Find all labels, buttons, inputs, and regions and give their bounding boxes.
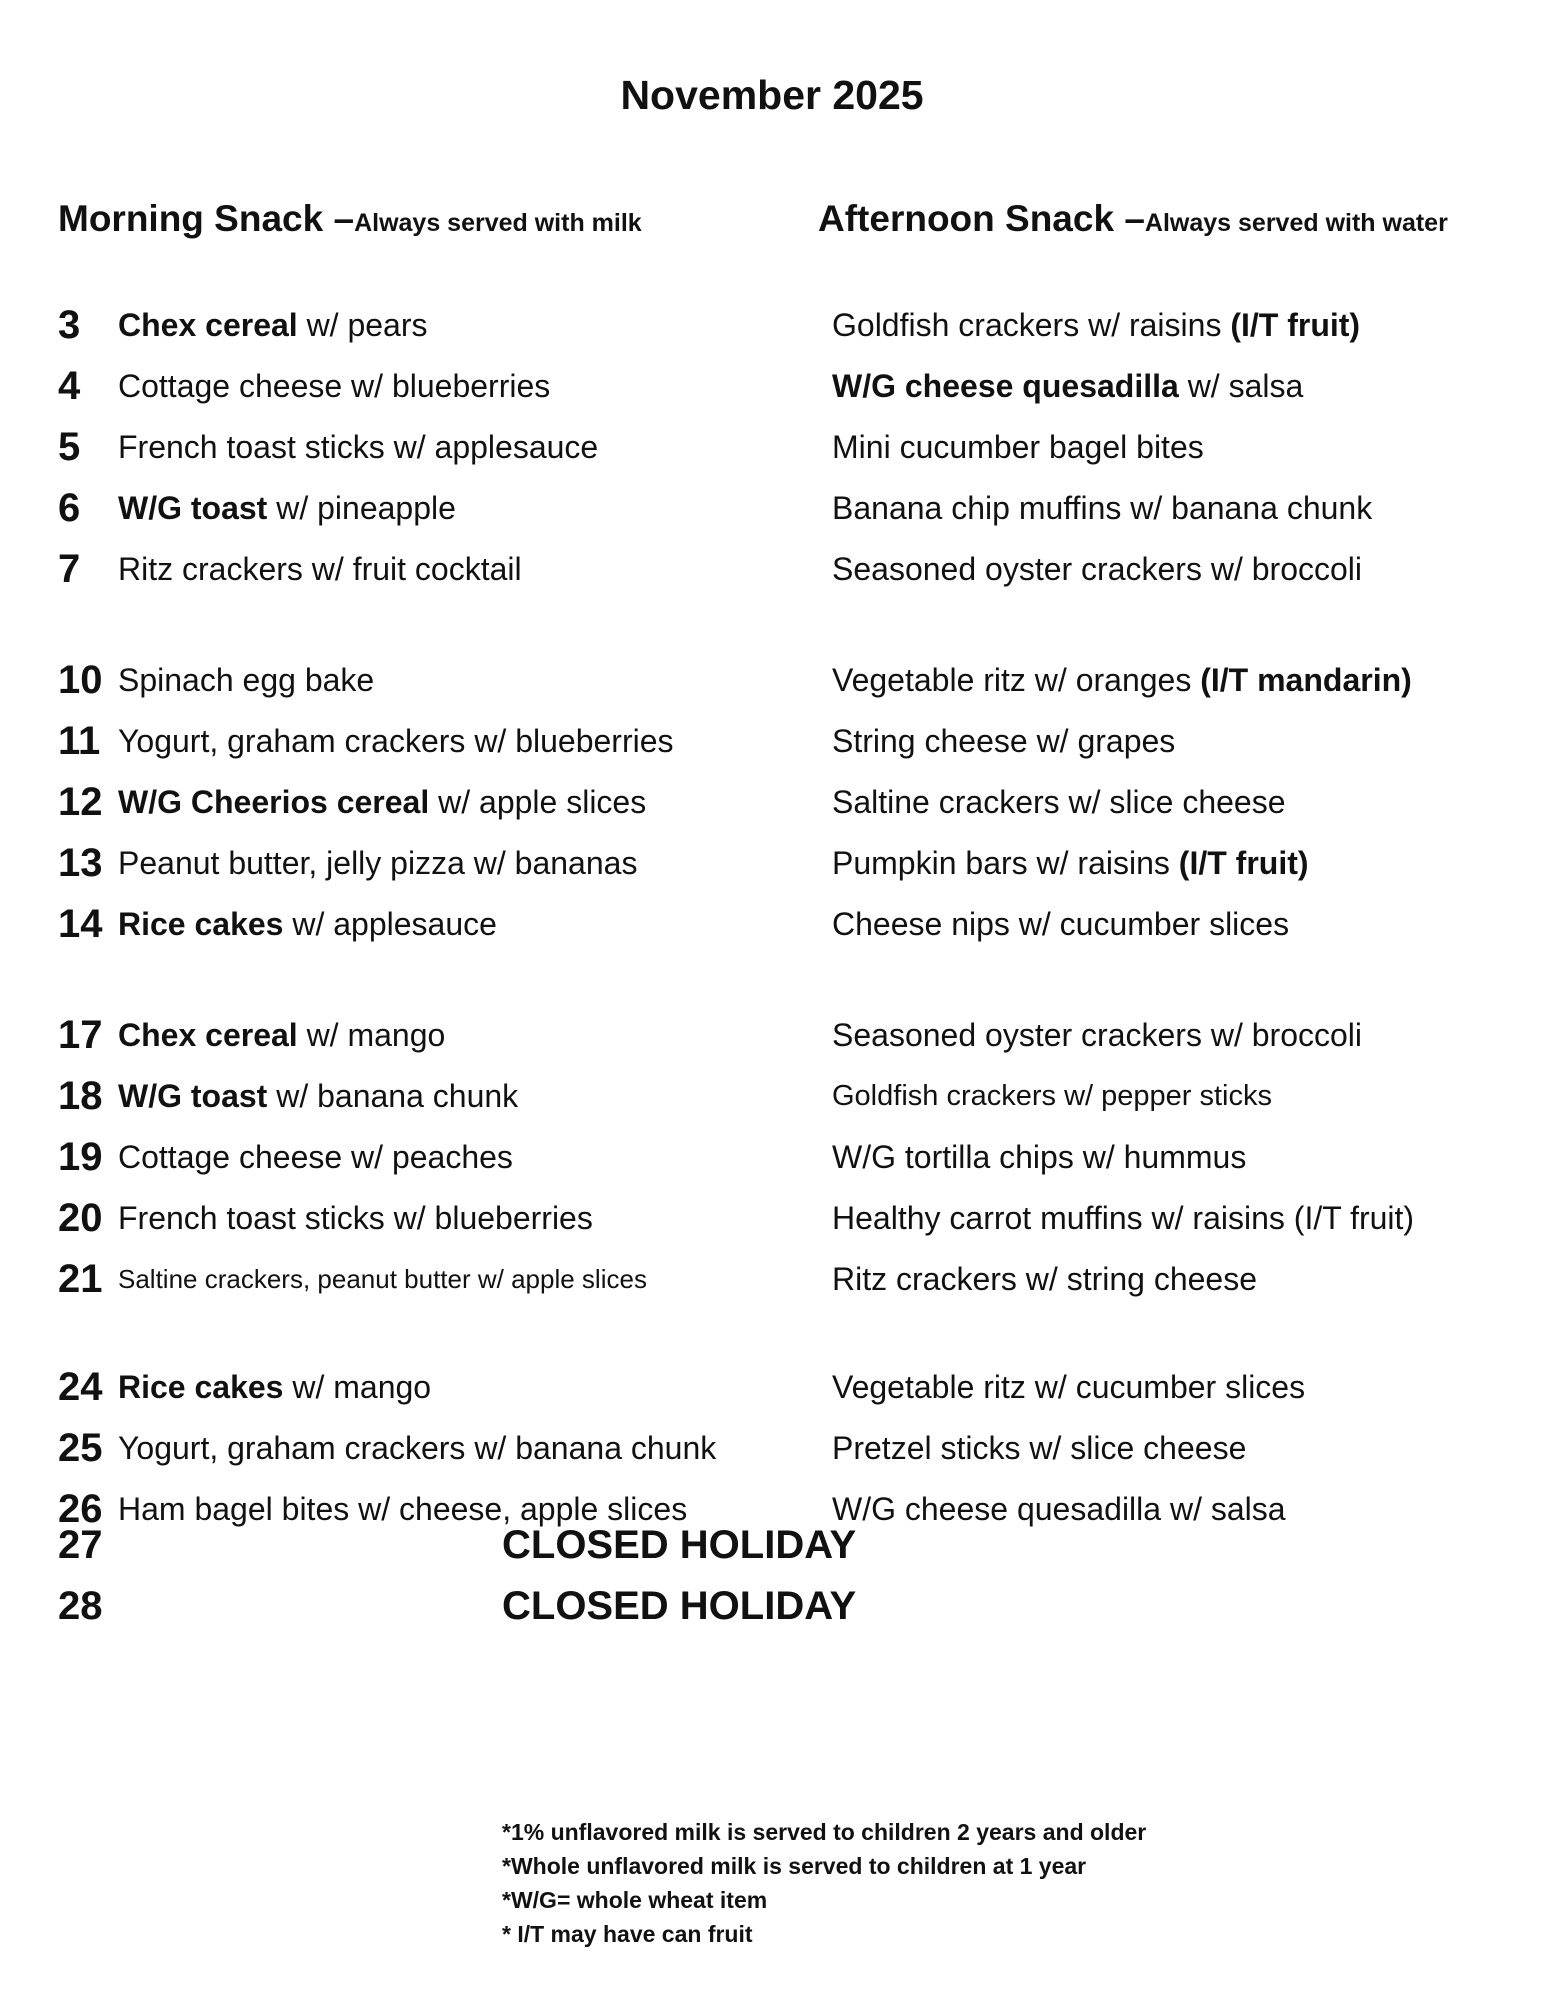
morning-snack: [118, 422, 598, 472]
morning-snack-text: w/ banana chunk: [267, 1078, 519, 1114]
day-number: 17: [58, 1013, 103, 1057]
morning-snack: [118, 1193, 593, 1243]
footnote: * I/T may have can fruit: [502, 1921, 753, 1947]
morning-snack-text: Ham bagel bites w/ cheese, apple slices: [118, 1491, 688, 1527]
menu-row: [0, 1132, 1544, 1182]
footnotes: [502, 1815, 1146, 1951]
morning-snack-bold: W/G Cheerios cereal: [118, 784, 430, 820]
day-number: 19: [58, 1135, 103, 1179]
morning-snack-bold: W/G toast: [118, 490, 268, 526]
morning-snack-text: Ritz crackers w/ fruit cocktail: [118, 551, 522, 587]
afternoon-snack-text: Mini cucumber bagel bites: [832, 429, 1204, 465]
afternoon-snack-bold: (I/T mandarin): [1200, 662, 1412, 698]
day-number: 3: [58, 303, 81, 347]
morning-snack-text: Cottage cheese w/ peaches: [118, 1139, 513, 1175]
morning-snack: [118, 716, 674, 766]
afternoon-snack: [832, 1010, 1362, 1060]
morning-snack-header: [58, 198, 642, 240]
afternoon-header-sub: Always served with water: [1144, 209, 1448, 237]
menu-row: [0, 1423, 1544, 1473]
afternoon-snack-text: Pumpkin bars w/ raisins: [832, 845, 1179, 881]
morning-snack-text: w/ applesauce: [283, 906, 497, 942]
day-number: 28: [58, 1584, 103, 1628]
closed-holiday-label: CLOSED HOLIDAY: [502, 1584, 857, 1628]
afternoon-snack-text: Cheese nips w/ cucumber slices: [832, 906, 1290, 942]
afternoon-snack-text: Ritz crackers w/ string cheese: [832, 1261, 1258, 1297]
menu-row: [0, 1071, 1544, 1121]
menu-row: [0, 483, 1544, 533]
morning-snack-text: French toast sticks w/ applesauce: [118, 429, 599, 465]
morning-snack-text: Spinach egg bake: [118, 662, 375, 698]
menu-row: [0, 1254, 1544, 1304]
afternoon-snack-text: Pretzel sticks w/ slice cheese: [832, 1430, 1247, 1466]
morning-snack: [118, 1362, 431, 1412]
day-number: 12: [58, 780, 103, 824]
afternoon-snack: [832, 655, 1412, 705]
menu-row: [0, 422, 1544, 472]
morning-snack-text: w/ pears: [297, 307, 428, 343]
morning-snack: [118, 838, 637, 888]
morning-snack: [118, 655, 374, 705]
page-title: November 2025: [620, 72, 924, 118]
day-number: 10: [58, 658, 103, 702]
afternoon-snack-text: Vegetable ritz w/ oranges: [832, 662, 1201, 698]
afternoon-snack: [832, 838, 1309, 888]
morning-snack-text: Yogurt, graham crackers w/ banana chunk: [118, 1430, 717, 1466]
afternoon-snack-text: Vegetable ritz w/ cucumber slices: [832, 1369, 1306, 1405]
day-number: 7: [58, 547, 81, 591]
afternoon-snack: [832, 1254, 1257, 1304]
afternoon-snack-header: [818, 198, 1448, 240]
afternoon-snack: [832, 1193, 1414, 1243]
morning-snack: [118, 777, 646, 827]
menu-row: [0, 1010, 1544, 1060]
closed-holiday-label: CLOSED HOLIDAY: [502, 1523, 857, 1567]
morning-snack: [118, 361, 550, 411]
afternoon-snack-bold: (I/T fruit): [1178, 845, 1309, 881]
morning-header-sub: Always served with milk: [354, 209, 642, 237]
morning-snack-text: Yogurt, graham crackers w/ blueberries: [118, 723, 674, 759]
morning-snack: [118, 483, 456, 533]
menu-row: [0, 361, 1544, 411]
morning-snack: [118, 544, 522, 594]
afternoon-snack-text: String cheese w/ grapes: [832, 723, 1176, 759]
afternoon-snack-text: w/ salsa: [1178, 368, 1304, 404]
morning-snack-bold: W/G toast: [118, 1078, 268, 1114]
holiday-row: [0, 1581, 1544, 1631]
morning-snack: [118, 899, 497, 949]
day-number: 4: [58, 364, 81, 408]
day-number: 5: [58, 425, 81, 469]
afternoon-snack: [832, 777, 1286, 827]
day-number: 20: [58, 1196, 103, 1240]
afternoon-snack: [832, 716, 1175, 766]
menu-row: [0, 1362, 1544, 1412]
morning-header-label: Morning Snack –: [58, 198, 355, 239]
morning-snack: [118, 1071, 518, 1121]
afternoon-snack-text: Healthy carrot muffins w/ raisins (I/T fruit): [832, 1200, 1415, 1236]
afternoon-snack: [832, 1071, 1272, 1121]
menu-row: [0, 1193, 1544, 1243]
day-number: 18: [58, 1074, 103, 1118]
morning-snack-bold: Rice cakes: [118, 1369, 284, 1405]
morning-snack-bold: Chex cereal: [118, 307, 298, 343]
day-number: 11: [58, 719, 101, 763]
afternoon-snack: [832, 1132, 1246, 1182]
morning-snack-text: w/ apple slices: [429, 784, 647, 820]
menu-row: [0, 777, 1544, 827]
morning-snack-text: Cottage cheese w/ blueberries: [118, 368, 551, 404]
menu-row: [0, 655, 1544, 705]
afternoon-header-label: Afternoon Snack –: [818, 198, 1145, 239]
afternoon-snack: [832, 1362, 1305, 1412]
menu-row: [0, 300, 1544, 350]
afternoon-snack: [832, 1423, 1246, 1473]
day-number: 25: [58, 1426, 103, 1470]
afternoon-snack: [832, 300, 1360, 350]
afternoon-snack-text: Goldfish crackers w/ raisins: [832, 307, 1231, 343]
morning-snack-text: w/ pineapple: [267, 490, 456, 526]
morning-snack-bold: Chex cereal: [118, 1017, 298, 1053]
holiday-row: [0, 1520, 1544, 1570]
morning-snack-text: w/ mango: [283, 1369, 432, 1405]
afternoon-snack: [832, 544, 1362, 594]
afternoon-snack-text: Saltine crackers w/ slice cheese: [832, 784, 1286, 820]
day-number: 13: [58, 841, 103, 885]
morning-snack: [118, 1132, 513, 1182]
afternoon-snack-bold: (I/T fruit): [1230, 307, 1361, 343]
afternoon-snack-text: Seasoned oyster crackers w/ broccoli: [832, 551, 1362, 587]
afternoon-snack-text: Goldfish crackers w/ pepper sticks: [832, 1080, 1272, 1112]
morning-snack: [118, 300, 428, 350]
day-number: 27: [58, 1523, 103, 1567]
morning-snack-text: w/ mango: [297, 1017, 446, 1053]
day-number: 21: [58, 1257, 103, 1301]
menu-row: [0, 838, 1544, 888]
day-number: 14: [58, 902, 103, 946]
footnote: *W/G= whole wheat item: [502, 1887, 768, 1913]
afternoon-snack-text: Banana chip muffins w/ banana chunk: [832, 490, 1373, 526]
menu-row: [0, 899, 1544, 949]
menu-row: [0, 544, 1544, 594]
day-number: 24: [58, 1365, 103, 1409]
afternoon-snack: [832, 361, 1303, 411]
morning-snack-text: Saltine crackers, peanut butter w/ apple slices: [118, 1264, 647, 1294]
morning-snack: [118, 1423, 716, 1473]
afternoon-snack-bold: W/G cheese quesadilla: [832, 368, 1179, 404]
morning-snack-text: Peanut butter, jelly pizza w/ bananas: [118, 845, 638, 881]
day-number: 6: [58, 486, 81, 530]
afternoon-snack-text: Seasoned oyster crackers w/ broccoli: [832, 1017, 1362, 1053]
footnote: *Whole unflavored milk is served to children at 1 year: [502, 1853, 1087, 1879]
afternoon-snack-text: W/G tortilla chips w/ hummus: [832, 1139, 1247, 1175]
afternoon-snack-text: W/G cheese quesadilla w/ salsa: [832, 1491, 1286, 1527]
morning-snack-bold: Rice cakes: [118, 906, 284, 942]
morning-snack: [118, 1254, 647, 1304]
menu-row: [0, 716, 1544, 766]
afternoon-snack: [832, 899, 1289, 949]
afternoon-snack: [832, 483, 1372, 533]
morning-snack: [118, 1010, 445, 1060]
day-number: 26: [58, 1487, 103, 1531]
morning-snack-text: French toast sticks w/ blueberries: [118, 1200, 593, 1236]
footnote: *1% unflavored milk is served to children 2 years and older: [502, 1819, 1147, 1845]
afternoon-snack: [832, 422, 1204, 472]
